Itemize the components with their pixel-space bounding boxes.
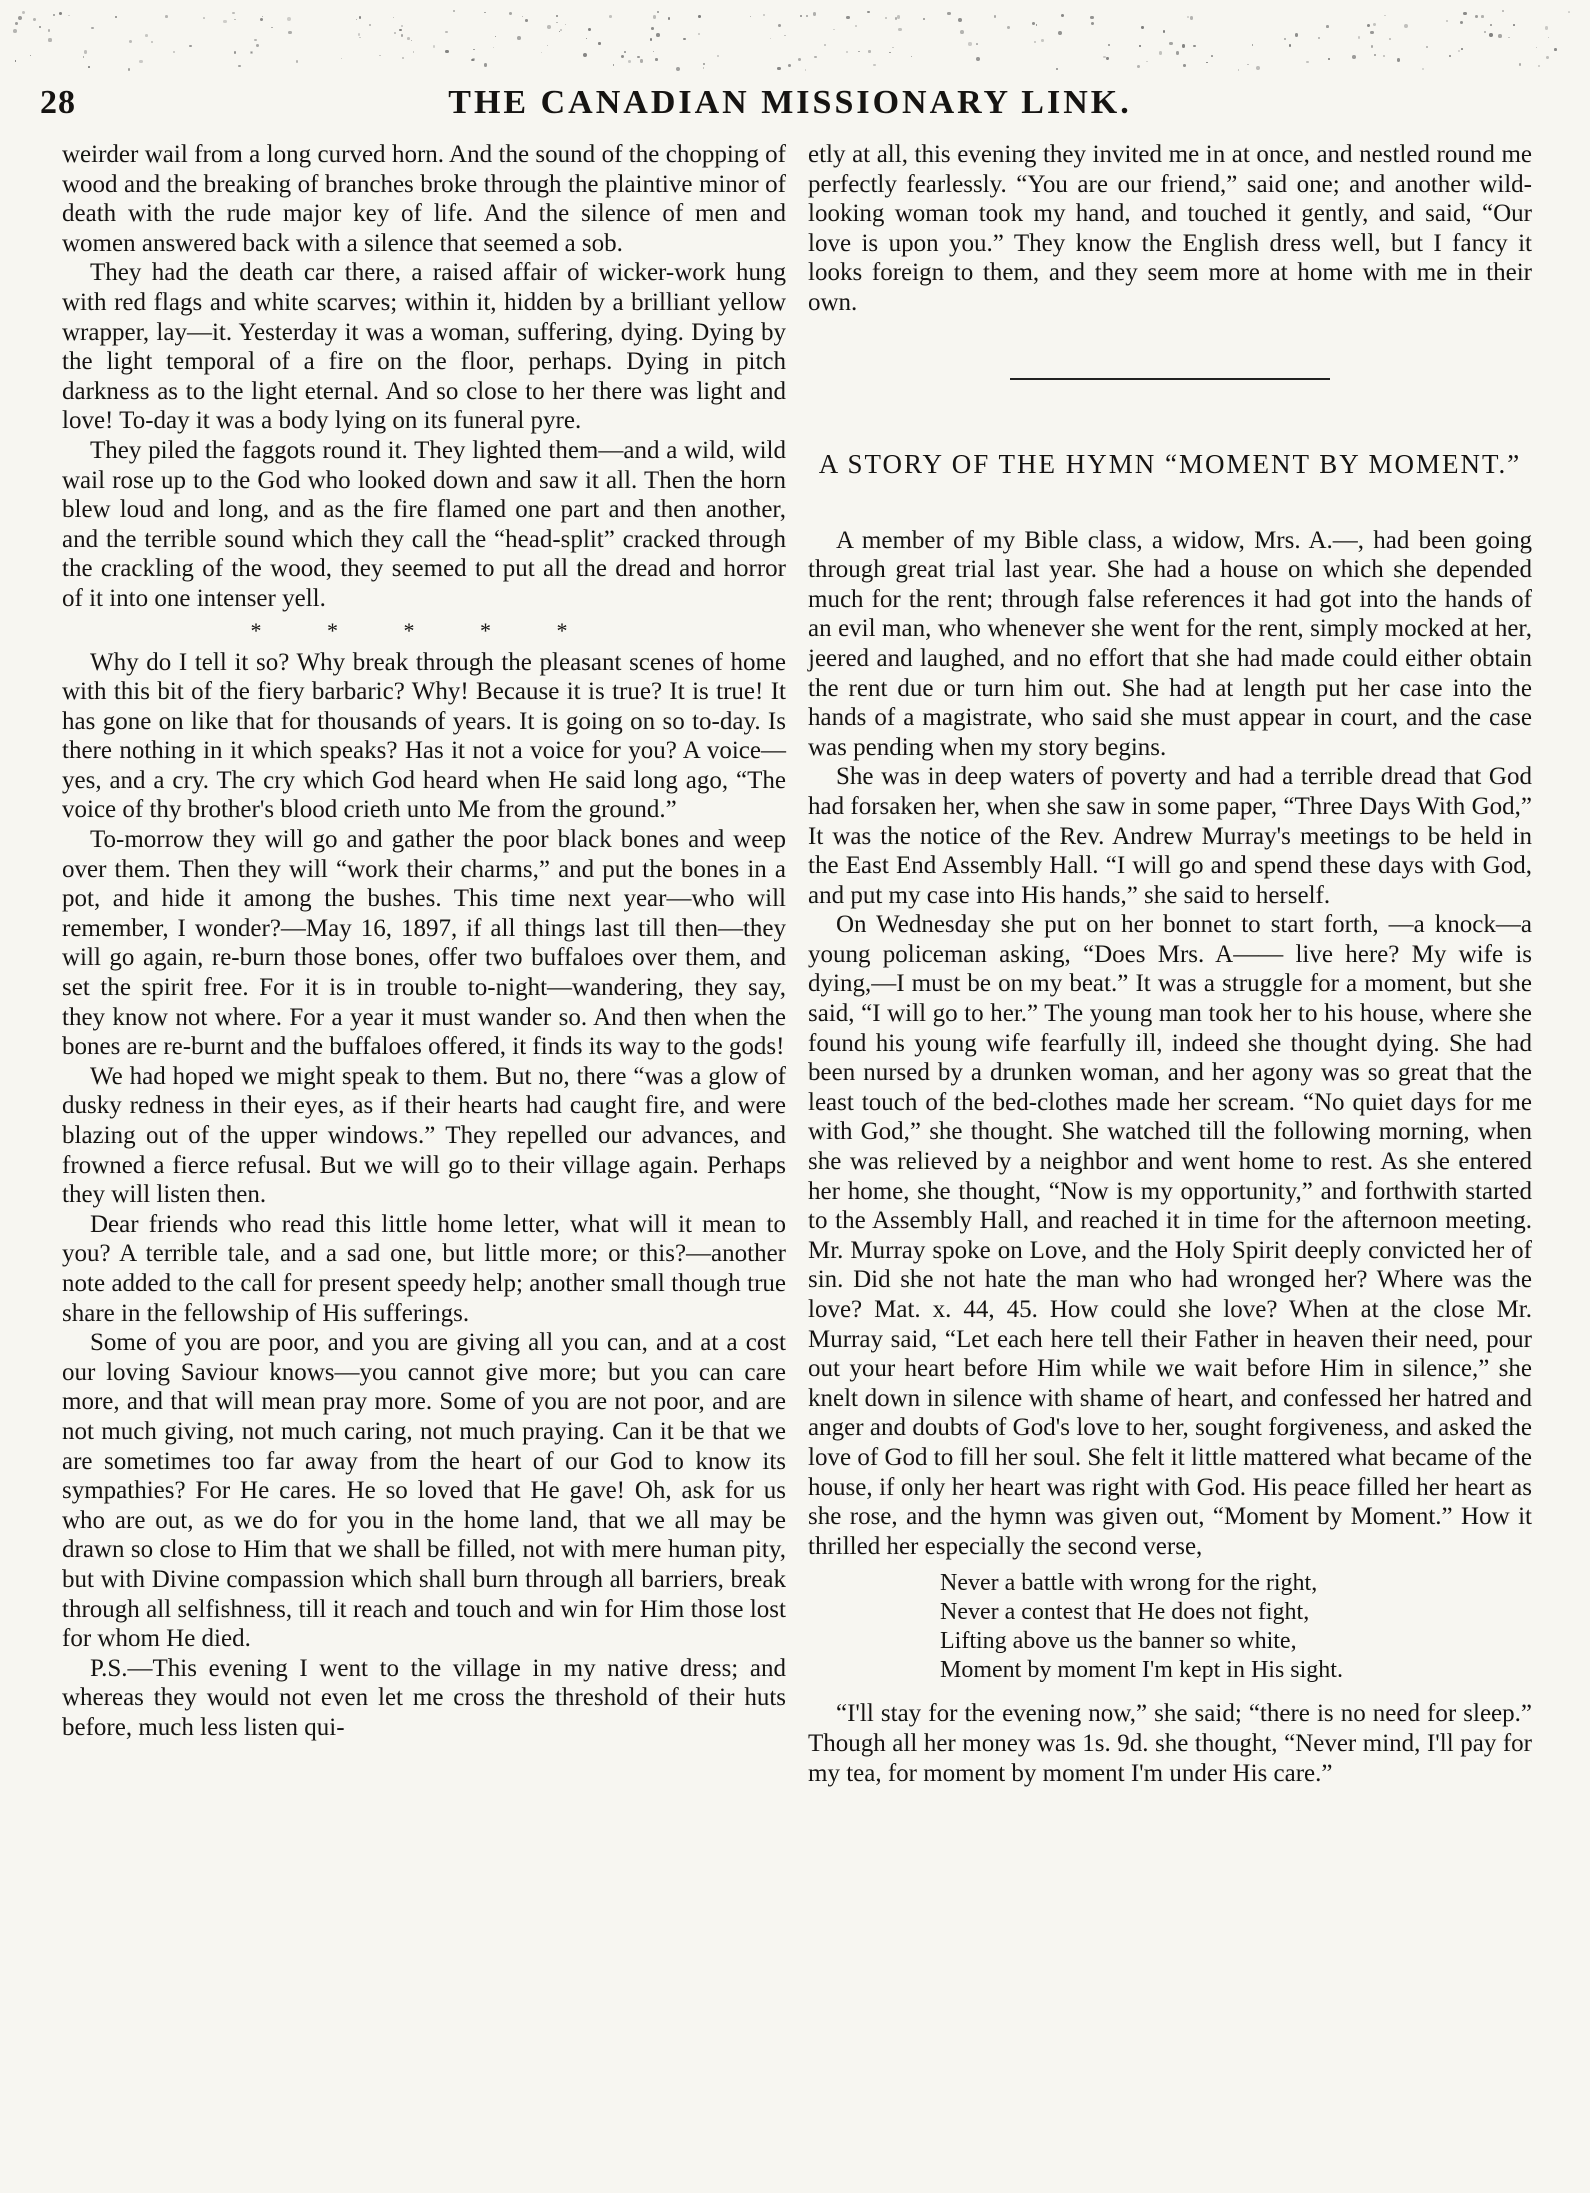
print-speck xyxy=(1384,15,1385,16)
print-speck xyxy=(128,68,130,70)
print-speck xyxy=(1513,24,1515,26)
print-speck xyxy=(653,15,656,18)
print-speck xyxy=(1519,63,1521,65)
print-speck xyxy=(234,51,237,54)
print-speck xyxy=(788,64,791,67)
print-speck xyxy=(1475,15,1478,18)
print-speck xyxy=(1256,66,1260,70)
print-speck xyxy=(1446,20,1448,22)
print-speck xyxy=(1538,65,1540,67)
print-speck xyxy=(1502,10,1504,12)
print-speck xyxy=(703,63,706,66)
print-speck xyxy=(250,51,253,54)
page-header xyxy=(40,84,1540,134)
print-speck xyxy=(1193,45,1196,48)
print-speck xyxy=(256,44,259,47)
paragraph: To-morrow they will go and gather the poor black bones and weep over them. Then they will “work their charms,” and put the bones in a pot, and hide it among the bushes. This time next year—who will remember, I wonder?—May 16, 1897, if all things last till then—they will go again, re-burn those bones, offer two buffaloes over them, and set the spirit free. For it is in trouble to-night—wandering, they say, they know not where. For a year it must wander so. And then when the bones are re-burnt and the buffaloes offered, it finds its way to the gods! xyxy=(62,826,786,1061)
section-divider xyxy=(1010,378,1330,380)
print-speck xyxy=(453,10,455,12)
print-speck xyxy=(1041,39,1044,42)
print-speck xyxy=(717,55,718,56)
print-speck xyxy=(958,18,962,22)
print-speck xyxy=(640,59,644,63)
paragraph: etly at all, this evening they invited me in at once, and nestled round me perfectly fearlessly. “You are our friend,” said one; and another wild-looking woman took my hand, and touched it gently, and said, “Our love is upon you.” They know the English dress well, but I fancy it looks foreign to them, and they seem more at home with me in their own. xyxy=(808,141,1532,316)
print-speck xyxy=(1137,65,1140,68)
print-speck xyxy=(1484,31,1486,33)
print-speck xyxy=(976,57,980,61)
print-speck xyxy=(1247,64,1248,65)
print-speck xyxy=(565,24,566,25)
print-speck xyxy=(88,66,90,68)
print-speck xyxy=(1397,58,1401,62)
print-speck xyxy=(1554,48,1557,51)
print-speck xyxy=(806,15,808,17)
print-speck xyxy=(1146,61,1147,62)
print-speck xyxy=(637,56,640,59)
print-speck xyxy=(1141,26,1143,28)
print-speck xyxy=(1061,14,1064,17)
print-speck xyxy=(867,11,869,13)
paragraph: Dear friends who read this little home letter, what will it mean to you? A terrible tale, and a sad one, but little more; or this?—another note added to the call for present speedy help; another small though true share in the fellowship of His sufferings. xyxy=(62,1210,786,1327)
print-speck xyxy=(1289,44,1291,46)
print-speck xyxy=(855,25,857,27)
print-speck xyxy=(777,67,780,70)
print-speck xyxy=(698,33,700,35)
print-speck xyxy=(484,12,486,14)
print-speck xyxy=(22,11,25,14)
print-speck xyxy=(560,29,562,31)
print-speck xyxy=(655,58,658,61)
paragraph: On Wednesday she put on her bonnet to start forth, —a knock—a young policeman asking, “Does Mrs. A—— live here? My wife is dying,—I must be on my beat.” It was a struggle for a moment, but she said, “I will go to her.” The young man took her to his house, where she found his young wife fearfully ill, indeed she thought dying. She had been nursed by a drunken woman, and her agony was so great that the least touch of the bed-clothes made her scream. “No quiet days for me with God,” she thought. She watched till the following morning, when she was relieved by a neighbor and went home to rest. As she entered her home, she thought, “Now is my opportunity,” and forthwith started to the Assembly Hall, and reached it in time for the afternoon meeting. Mr. Murray spoke on Love, and the Holy Spirit deeply convicted her of sin. Did she not hate the man who had wronged her? Where was the love? Mat. x. 44, 45. How could she love? When at the close Mr. Murray said, “Let each here tell their Father in heaven their need, pour out your heart before Him while we wait before Him in silence,” she knelt down in silence with shame of heart, and confessed her hatred and anger and doubts of God's love to her, sought forgiveness, and asked the love of God to fill her soul. She felt it little mattered what became of the house, if only her heart was right with God. His peace filled her heart as she rose, and the hymn was given out, “Moment by Moment.” How it thrilled her especially the second verse, xyxy=(808,911,1532,1560)
print-speck xyxy=(897,15,901,19)
print-speck xyxy=(1206,62,1208,64)
print-speck xyxy=(703,67,704,68)
print-speck xyxy=(1139,45,1140,46)
print-speck xyxy=(968,42,971,45)
print-speck xyxy=(1383,55,1385,57)
print-speck xyxy=(411,40,412,41)
print-speck xyxy=(624,51,626,53)
print-speck xyxy=(33,18,36,21)
print-speck xyxy=(994,15,996,17)
print-speck xyxy=(189,45,191,47)
paragraph: A member of my Bible class, a widow, Mrs. A.—, had been going through great trial last year. She had a house on which she depended much for the rent; through false references it had got into the hands of an evil man, who whenever she went for the rent, simply mocked at her, jeered and laughed, and no effort that she had made could either obtain the rent due or turn him out. She had at length put her case into the hands of a magistrate, who said she must appear in court, and the case was pending when my story begins. xyxy=(808,526,1532,761)
print-speck xyxy=(1449,55,1451,57)
print-speck xyxy=(1036,24,1038,26)
print-speck xyxy=(359,16,362,19)
print-speck xyxy=(13,29,17,33)
print-speck xyxy=(1103,56,1105,58)
print-speck xyxy=(1498,34,1502,38)
print-speck xyxy=(15,22,18,25)
print-speck xyxy=(598,42,600,44)
print-speck xyxy=(895,17,898,20)
print-speck xyxy=(621,55,624,58)
print-speck xyxy=(260,18,263,21)
print-speck xyxy=(59,12,63,16)
print-speck xyxy=(1034,41,1036,43)
print-speck xyxy=(547,25,551,29)
print-speck xyxy=(1370,31,1373,34)
print-speck xyxy=(445,50,448,53)
print-speck xyxy=(885,17,887,19)
print-speck xyxy=(1211,55,1213,57)
print-speck xyxy=(1182,44,1186,48)
paragraph: They had the death car there, a raised affair of wicker-work hung with red flags and white scarves; within it, hidden by a brilliant yellow wrapper, lay—it. Yesterday it was a woman, suffering, dying. Dying by the light temporal of a fire on the floor, perhaps. Dying in pitch darkness as to the light eternal. And so close to her there was light and love! To-day it was a body lying on its funeral pyre. xyxy=(62,259,786,435)
print-speck xyxy=(356,19,357,20)
print-speck xyxy=(1295,33,1299,37)
print-speck xyxy=(1238,69,1239,70)
print-speck xyxy=(1159,51,1162,54)
paragraph: P.S.—This evening I went to the village in my native dress; and whereas they would not even let me cross the threshold of their huts before, much less listen qui- xyxy=(62,1654,786,1741)
print-speck xyxy=(48,38,51,41)
print-speck xyxy=(288,31,291,34)
print-speck xyxy=(39,26,41,28)
print-speck xyxy=(609,15,612,18)
print-speck xyxy=(976,43,978,45)
print-speck xyxy=(1352,55,1356,59)
hymn-verse xyxy=(940,1569,1532,1685)
print-speck xyxy=(341,58,342,59)
left-column xyxy=(62,140,786,1742)
print-speck xyxy=(668,17,671,20)
print-speck xyxy=(778,24,781,27)
print-speck xyxy=(911,56,912,57)
print-speck xyxy=(471,59,474,62)
print-speck xyxy=(1481,15,1484,18)
print-speck xyxy=(683,38,686,41)
print-speck xyxy=(1568,11,1570,13)
print-speck xyxy=(203,17,205,19)
print-speck xyxy=(30,55,31,56)
print-speck xyxy=(858,51,860,53)
print-speck xyxy=(583,53,587,57)
print-speck xyxy=(445,31,448,34)
print-speck xyxy=(541,52,542,53)
print-speck xyxy=(522,16,523,17)
print-speck xyxy=(151,41,153,43)
print-speck xyxy=(1490,24,1492,26)
print-speck xyxy=(402,57,404,59)
print-speck xyxy=(254,39,256,41)
print-speck xyxy=(556,22,558,24)
print-speck xyxy=(1183,64,1186,67)
print-speck xyxy=(18,16,22,20)
print-speck xyxy=(1318,37,1320,39)
print-speck xyxy=(129,40,132,43)
print-speck xyxy=(15,60,17,62)
print-speck xyxy=(173,51,175,53)
print-speck xyxy=(473,49,474,50)
print-speck xyxy=(234,19,235,20)
print-speck xyxy=(763,14,765,16)
print-speck xyxy=(53,14,55,16)
print-speck xyxy=(262,16,263,17)
print-speck xyxy=(846,16,849,19)
print-speck xyxy=(1169,42,1172,45)
print-speck xyxy=(559,31,560,32)
print-speck xyxy=(846,51,848,53)
print-speck xyxy=(433,45,435,47)
story-title: A STORY OF THE HYMN “MOMENT BY MOMENT.” xyxy=(818,448,1522,479)
print-speck xyxy=(115,16,117,18)
print-speck xyxy=(892,47,894,49)
print-speck xyxy=(1326,25,1329,28)
paragraph: We had hoped we might speak to them. But no, there “was a glow of dusky redness in their eyes, as if their hearts had caught fire, and were blazing out of the upper windows.” They repelled our advances, and frowned a fierce refusal. But we will go to their village again. Perhaps they will listen then. xyxy=(62,1062,786,1209)
print-speck xyxy=(407,37,410,40)
print-speck xyxy=(1252,44,1254,46)
print-speck xyxy=(613,64,615,66)
paragraph: She was in deep waters of poverty and had a terrible dread that God had forsaken her, when she saw in some paper, “Three Days With God,” It was the notice of the Rev. Andrew Murray's meetings to be held in the East End Assembly Hall. “I will go and spend these days with God, and put my case into His hands,” she said to herself. xyxy=(808,763,1532,909)
print-speck xyxy=(413,51,414,52)
print-speck xyxy=(91,27,93,29)
hymn-line: Moment by moment I'm kept in His sight. xyxy=(940,1657,1343,1684)
print-speck xyxy=(1371,45,1373,47)
print-speck xyxy=(1373,23,1376,26)
print-speck xyxy=(805,69,807,71)
print-speck xyxy=(628,60,631,63)
print-speck xyxy=(824,44,826,46)
print-speck xyxy=(525,19,528,22)
print-speck xyxy=(495,36,496,37)
print-speck xyxy=(1404,24,1408,28)
print-speck xyxy=(651,27,654,30)
paragraph: They piled the faggots round it. They lighted them—and a wild, wild wail rose up to the God who looked down and saw it all. Then the horn blew loud and long, and as the fire flamed one part and then another, and the terrible sound which they call the “head-split” cracked through the crackling of the wood, they seemed to put all the dread and horror of it into one intenser yell. xyxy=(62,436,786,612)
print-speck xyxy=(493,47,494,48)
print-speck xyxy=(770,38,771,39)
print-speck xyxy=(379,55,381,57)
print-speck xyxy=(656,33,660,37)
print-speck xyxy=(889,52,890,53)
print-speck xyxy=(517,36,521,40)
print-speck xyxy=(359,37,360,38)
print-speck xyxy=(650,38,652,40)
print-speck xyxy=(588,28,591,31)
print-speck xyxy=(369,24,371,26)
print-speck xyxy=(1328,58,1329,59)
print-speck xyxy=(1546,56,1549,59)
print-speck xyxy=(923,18,925,20)
print-speck xyxy=(800,15,802,17)
print-speck xyxy=(296,60,299,63)
print-speck xyxy=(1374,54,1376,56)
print-speck xyxy=(898,28,902,32)
print-speck xyxy=(947,12,950,15)
print-speck xyxy=(1461,48,1463,50)
print-speck xyxy=(484,63,488,67)
print-speck xyxy=(833,29,835,31)
print-speck xyxy=(698,15,701,18)
print-speck xyxy=(358,33,360,35)
print-speck xyxy=(84,50,88,54)
print-speck xyxy=(750,16,752,18)
print-speck xyxy=(1536,47,1537,48)
print-speck xyxy=(798,58,802,62)
print-speck xyxy=(1367,24,1370,27)
print-speck xyxy=(509,12,512,15)
print-speck xyxy=(1106,57,1108,59)
print-speck xyxy=(1426,46,1428,48)
print-speck xyxy=(1007,26,1010,29)
print-speck xyxy=(1306,61,1309,64)
print-speck xyxy=(1389,38,1391,40)
hymn-line: Lifting above us the banner so white, xyxy=(940,1628,1297,1655)
print-speck xyxy=(1032,22,1035,25)
print-speck xyxy=(784,35,785,36)
print-speck xyxy=(139,60,143,64)
print-speck xyxy=(1163,30,1165,32)
page-number: 28 xyxy=(40,84,76,121)
print-speck xyxy=(1108,44,1110,46)
paragraph: “I'll stay for the evening now,” she said; “there is no need for sleep.” Though all her money was 1s. 9d. she thought, “Never mind, I'll pay for my tea, for moment by moment I'm under His care.” xyxy=(808,1700,1532,1787)
paragraph: weirder wail from a long curved horn. And the sound of the chopping of wood and the breaking of branches broke through the plaintive minor of death with the rude major key of life. And the silence of men and women answered back with a silence that seemed a sob. xyxy=(62,141,786,257)
print-speck xyxy=(399,29,401,31)
print-speck xyxy=(223,20,226,23)
print-speck xyxy=(394,32,396,34)
print-speck xyxy=(1190,16,1194,20)
print-speck xyxy=(653,51,654,52)
print-speck xyxy=(586,38,587,39)
print-speck xyxy=(48,29,51,32)
print-speck xyxy=(165,15,168,18)
print-speck xyxy=(814,56,817,59)
journal-title: THE CANADIAN MISSIONARY LINK. xyxy=(448,84,1132,121)
print-speck xyxy=(1358,36,1360,38)
print-speck xyxy=(83,56,85,58)
print-speck xyxy=(232,12,235,15)
print-speck xyxy=(868,50,870,52)
print-speck xyxy=(1091,22,1094,25)
print-speck xyxy=(556,15,558,17)
print-speck xyxy=(1463,12,1466,15)
print-speck xyxy=(1176,51,1180,55)
print-speck xyxy=(960,30,964,34)
print-speck xyxy=(1187,16,1189,18)
print-speck xyxy=(401,34,403,36)
print-speck xyxy=(401,25,403,27)
print-speck xyxy=(547,45,548,46)
print-speck xyxy=(1422,68,1425,71)
print-speck xyxy=(238,65,241,68)
section-break-stars: * * * * * xyxy=(250,617,598,643)
hymn-line: Never a contest that He does not fight, xyxy=(940,1599,1310,1626)
print-speck xyxy=(393,17,394,18)
print-speck xyxy=(1458,50,1460,52)
print-speck xyxy=(1056,68,1058,70)
print-speck xyxy=(287,17,291,21)
print-speck xyxy=(1460,21,1463,24)
print-speck xyxy=(813,12,817,16)
print-speck xyxy=(1489,33,1493,37)
paragraph: Why do I tell it so? Why break through the pleasant scenes of home with this bit of the fiery barbaric? Why! Because it is true? It is true! It has gone on like that for thousands of years. It is going on so to-day. Is there nothing in it which speaks? Has it not a voice for you? A voice—yes, and a cry. The cry which God heard when He said long ago, “The voice of thy brother's blood crieth unto Me from the ground.” xyxy=(62,648,786,824)
print-speck xyxy=(68,15,70,17)
print-speck xyxy=(873,64,875,66)
print-speck xyxy=(1058,31,1062,35)
print-speck xyxy=(1090,16,1093,19)
print-speck xyxy=(145,34,148,37)
hymn-line: Never a battle with wrong for the right, xyxy=(940,1570,1318,1597)
print-speck xyxy=(271,27,272,28)
right-column xyxy=(808,140,1532,1788)
print-speck xyxy=(1508,37,1510,39)
paragraph: Some of you are poor, and you are giving all you can, and at a cost our loving Saviour knows—you cannot give more; but you can care more, and that will mean pray more. Some of you are not poor, and are not much giving, not much caring, not much praying. Can it be that we are sometimes too far away from the heart of our God to know its sympathies? For He cares. He so loved that He gave! Oh, ask for us who are out, as we do for you in the home land, that we all may be drawn so close to Him that we shall be filled, not with mere human pity, but with Divine compassion which shall burn through all barriers, break through all selfishness, till it reach and touch and win for Him those lost for whom He died. xyxy=(62,1329,786,1653)
print-speck xyxy=(1284,38,1286,40)
print-speck xyxy=(657,11,659,13)
print-speck xyxy=(1545,26,1549,30)
print-speck xyxy=(1548,37,1550,39)
print-speck xyxy=(676,67,680,71)
